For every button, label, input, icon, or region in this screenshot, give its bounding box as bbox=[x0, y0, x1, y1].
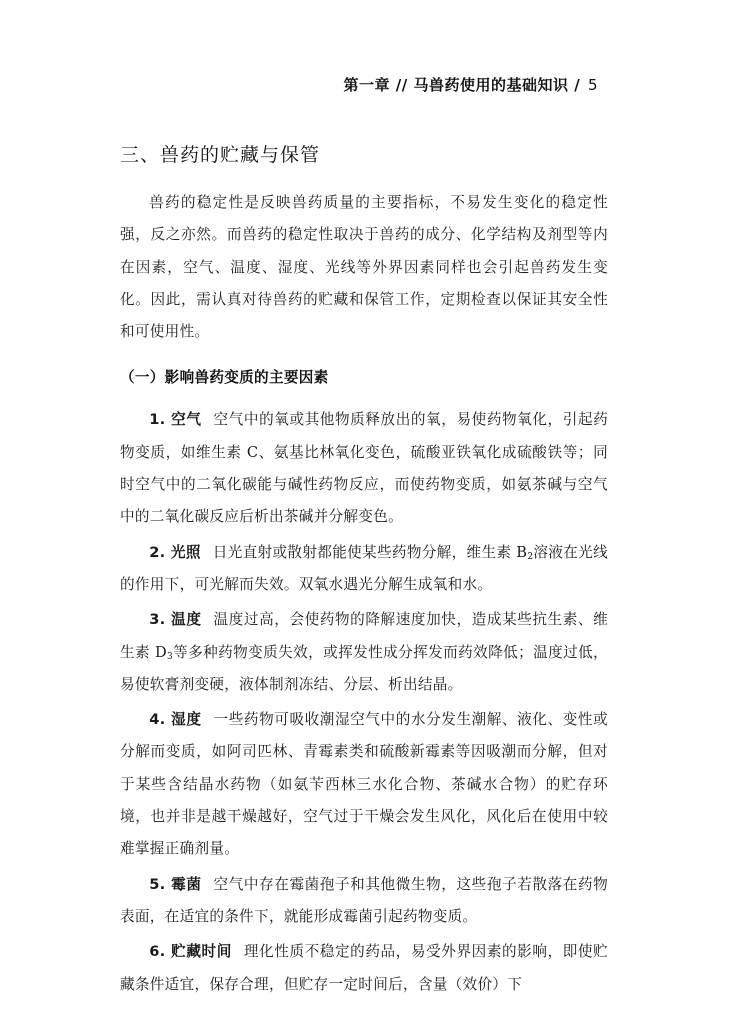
intro-paragraph: 兽药的稳定性是反映兽药质量的主要指标，不易发生变化的稳定性强，反之亦然。而兽药的稳定性取决于兽药的成分、化学结构及剂型等内在因素，空气、温度、湿度、光线等外界因素同样也会引起兽药发生变化。因此，需认真对待兽药的贮藏和保管工作，定期检查以保证其安全性和可使用性。 bbox=[120, 194, 608, 341]
factor-storage-time bbox=[120, 936, 608, 1001]
section-title: 三、兽药的贮藏与保管 bbox=[120, 144, 321, 166]
header-separator: // bbox=[395, 76, 408, 94]
factor-text: 日光直射或散射都能使某些药物分解，维生素 B bbox=[212, 543, 528, 561]
factor-heading: 3. 温度 bbox=[149, 611, 202, 629]
page-number: 5 bbox=[587, 76, 598, 94]
page-separator: / bbox=[574, 76, 581, 94]
factor-air bbox=[120, 404, 608, 533]
factor-heading: 1. 空气 bbox=[149, 411, 202, 429]
chapter-label: 第一章 bbox=[343, 76, 391, 94]
book-title: 马兽药使用的基础知识 bbox=[413, 76, 569, 94]
body-content bbox=[120, 140, 608, 1001]
factor-heading: 4. 湿度 bbox=[149, 711, 202, 729]
factor-light bbox=[120, 537, 608, 602]
factor-text: 温度过高，会使药物的降解速度加快，造成某些抗生素、维生素 D bbox=[120, 611, 608, 661]
factor-humidity bbox=[120, 704, 608, 865]
subscript: 2 bbox=[527, 551, 534, 562]
factor-heading: 6. 贮藏时间 bbox=[149, 943, 232, 961]
subscript: 3 bbox=[167, 651, 174, 662]
factor-text: 理化性质不稳定的药品，易受外界因素的影响，即使贮藏条件适宜，保存合理，但贮存一定时间后，含量（效价）下 bbox=[120, 943, 608, 993]
factor-temperature bbox=[120, 604, 608, 701]
factor-text: 空气中的氧或其他物质释放出的氧，易使药物氧化，引起药物变质，如维生素 C、氨基比林氧化变色，硫酸亚铁氧化成硫酸铁等；同时空气中的二氧化碳能与碱性药物反应，而使药物变质，如氨茶碱与空气中的二氧化碳反应后析出茶碱并分解变色。 bbox=[120, 411, 608, 526]
factor-text: 溶液在光线的作用下，可光解而失效。双氧水遇光分解生成氧和水。 bbox=[120, 543, 608, 593]
subsection-title: （一）影响兽药变质的主要因素 bbox=[120, 369, 329, 387]
factor-heading: 2. 光照 bbox=[149, 543, 201, 561]
factor-heading: 5. 霉菌 bbox=[149, 875, 202, 893]
running-header bbox=[344, 74, 598, 95]
factor-text: 空气中存在霉菌孢子和其他微生物，这些孢子若散落在药物表面，在适宜的条件下，就能形成霉菌引起药物变质。 bbox=[120, 875, 608, 925]
factor-text: 一些药物可吸收潮湿空气中的水分发生潮解、液化、变性或分解而变质，如阿司匹林、青霉素类和硫酸新霉素等因吸潮而分解，但对于某些含结晶水药物（如氨苄西林三水化合物、茶碱水合物）的贮存环境，也并非是越干燥越好，空气过于干燥会发生风化，风化后在使用中较难掌握正确剂量。 bbox=[120, 711, 608, 858]
factor-text: 等多种药物变质失效，或挥发性成分挥发而药效降低；温度过低，易使软膏剂变硬，液体制剂冻结、分层、析出结晶。 bbox=[120, 643, 609, 693]
factor-mold bbox=[120, 869, 608, 934]
